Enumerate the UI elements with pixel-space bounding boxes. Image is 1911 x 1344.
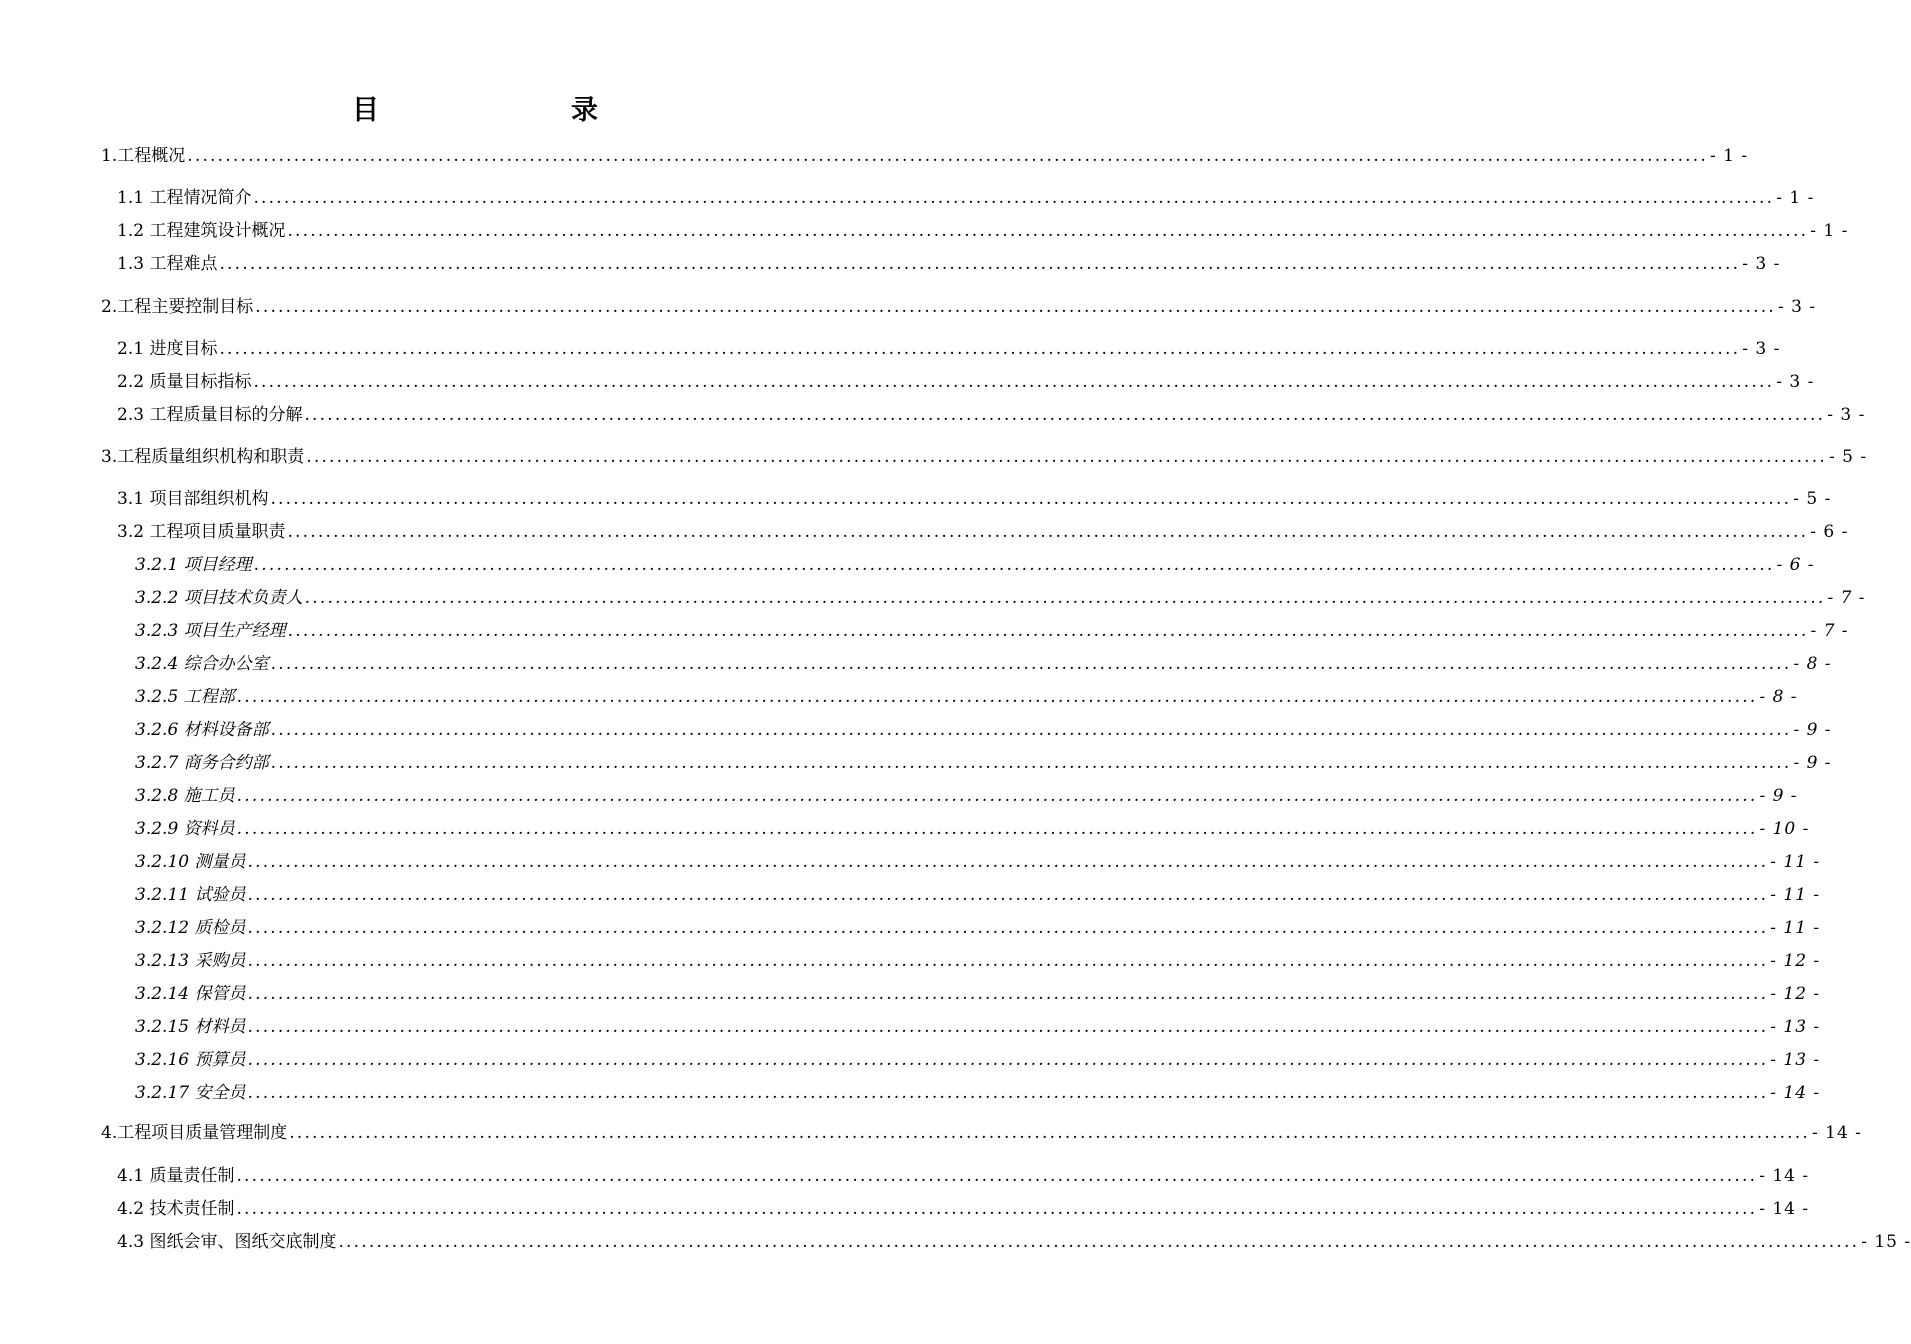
toc-entry-page-number: - 14 -	[1759, 1166, 1810, 1186]
toc-entry-page-number: - 3 -	[1827, 405, 1866, 425]
toc-entry[interactable]	[135, 587, 1866, 609]
toc-entry[interactable]	[101, 145, 1749, 167]
toc-entry-page-number: - 3 -	[1742, 339, 1781, 359]
toc-dot-leader: ........................................................................................................................................................................................................	[236, 786, 1758, 806]
toc-entry[interactable]	[101, 446, 1868, 468]
toc-entry[interactable]	[117, 1231, 1911, 1253]
toc-entry-label: 2.1 进度目标	[117, 339, 218, 359]
toc-entry[interactable]	[135, 752, 1832, 774]
toc-dot-leader: ........................................................................................................................................................................................................	[306, 447, 1827, 467]
toc-entry-page-number: - 3 -	[1778, 297, 1817, 317]
toc-entry-label: 3.2.1 项目经理	[135, 555, 252, 575]
toc-entry-page-number: - 13 -	[1770, 1050, 1821, 1070]
toc-entry-label: 3.2.10 测量员	[135, 852, 246, 872]
toc-entry-page-number: - 14 -	[1759, 1199, 1810, 1219]
toc-entry[interactable]	[135, 950, 1821, 972]
toc-entry[interactable]	[135, 983, 1821, 1005]
toc-entry-page-number: - 6 -	[1776, 555, 1815, 575]
toc-dot-leader: ........................................................................................................................................................................................................	[236, 1166, 1758, 1186]
toc-entry-label: 3.2.11 试验员	[135, 885, 246, 905]
toc-entry-page-number: - 3 -	[1776, 372, 1815, 392]
toc-entry[interactable]	[117, 521, 1849, 543]
toc-dot-leader: ........................................................................................................................................................................................................	[247, 1050, 1769, 1070]
toc-entry[interactable]	[101, 1122, 1862, 1144]
toc-dot-leader: ........................................................................................................................................................................................................	[253, 555, 1775, 575]
toc-entry-label: 2.工程主要控制目标	[101, 297, 254, 317]
toc-entry[interactable]	[117, 220, 1849, 242]
toc-entry-label: 3.工程质量组织机构和职责	[101, 447, 305, 467]
toc-entry-page-number: - 12 -	[1770, 984, 1821, 1004]
toc-entry-label: 3.1 项目部组织机构	[117, 489, 269, 509]
toc-dot-leader: ........................................................................................................................................................................................................	[247, 951, 1769, 971]
toc-dot-leader: ........................................................................................................................................................................................................	[270, 720, 1792, 740]
toc-entry[interactable]	[117, 488, 1832, 510]
toc-entry-label: 3.2.6 材料设备部	[135, 720, 269, 740]
toc-entry-label: 3.2.2 项目技术负责人	[135, 588, 303, 608]
toc-entry-label: 3.2.13 采购员	[135, 951, 246, 971]
toc-entry-label: 3.2.14 保管员	[135, 984, 246, 1004]
toc-entry-label: 3.2.9 资料员	[135, 819, 235, 839]
toc-entry-label: 4.2 技术责任制	[117, 1199, 235, 1219]
toc-entry-page-number: - 1 -	[1810, 221, 1849, 241]
toc-entry-page-number: - 1 -	[1776, 188, 1815, 208]
toc-dot-leader: ........................................................................................................................................................................................................	[219, 254, 1741, 274]
toc-dot-leader: ........................................................................................................................................................................................................	[287, 621, 1809, 641]
toc-entry-label: 3.2.16 预算员	[135, 1050, 246, 1070]
toc-dot-leader: ........................................................................................................................................................................................................	[287, 221, 1809, 241]
toc-entry[interactable]	[135, 917, 1821, 939]
toc-dot-leader: ........................................................................................................................................................................................................	[270, 753, 1792, 773]
toc-entry-label: 2.2 质量目标指标	[117, 372, 252, 392]
toc-entry-page-number: - 9 -	[1793, 720, 1832, 740]
toc-entry[interactable]	[135, 785, 1798, 807]
toc-dot-leader: ........................................................................................................................................................................................................	[253, 372, 1775, 392]
toc-entry-page-number: - 8 -	[1793, 654, 1832, 674]
toc-dot-leader: ........................................................................................................................................................................................................	[219, 339, 1741, 359]
toc-entry-page-number: - 5 -	[1793, 489, 1832, 509]
toc-entry-label: 1.3 工程难点	[117, 254, 218, 274]
toc-entry-label: 3.2.15 材料员	[135, 1017, 246, 1037]
toc-entry-page-number: - 13 -	[1770, 1017, 1821, 1037]
toc-dot-leader: ........................................................................................................................................................................................................	[255, 297, 1776, 317]
toc-entry[interactable]	[135, 620, 1849, 642]
toc-dot-leader: ........................................................................................................................................................................................................	[236, 819, 1758, 839]
toc-entry[interactable]	[117, 371, 1815, 393]
toc-dot-leader: ........................................................................................................................................................................................................	[236, 1199, 1758, 1219]
toc-entry-page-number: - 15 -	[1861, 1232, 1911, 1252]
toc-dot-leader: ........................................................................................................................................................................................................	[247, 918, 1769, 938]
toc-dot-leader: ........................................................................................................................................................................................................	[338, 1232, 1860, 1252]
toc-entry-page-number: - 11 -	[1770, 918, 1821, 938]
toc-entry-label: 3.2.3 项目生产经理	[135, 621, 286, 641]
toc-entry-label: 1.工程概况	[101, 146, 186, 166]
toc-dot-leader: ........................................................................................................................................................................................................	[304, 588, 1826, 608]
toc-entry-label: 3.2.8 施工员	[135, 786, 235, 806]
toc-entry-page-number: - 7 -	[1827, 588, 1866, 608]
toc-entry[interactable]	[135, 818, 1810, 840]
toc-dot-leader: ........................................................................................................................................................................................................	[270, 654, 1792, 674]
toc-entry-page-number: - 8 -	[1759, 687, 1798, 707]
toc-entry-page-number: - 12 -	[1770, 951, 1821, 971]
toc-dot-leader: ........................................................................................................................................................................................................	[187, 146, 1708, 166]
toc-entry-label: 3.2.5 工程部	[135, 687, 235, 707]
toc-entry-label: 3.2.4 综合办公室	[135, 654, 269, 674]
toc-entry-page-number: - 14 -	[1812, 1123, 1862, 1143]
toc-entry[interactable]	[117, 404, 1866, 426]
toc-dot-leader: ........................................................................................................................................................................................................	[253, 188, 1775, 208]
toc-entry[interactable]	[135, 1049, 1821, 1071]
toc-entry-page-number: - 14 -	[1770, 1083, 1821, 1103]
toc-entry-label: 4.1 质量责任制	[117, 1166, 235, 1186]
toc-dot-leader: ........................................................................................................................................................................................................	[247, 852, 1769, 872]
toc-entry-page-number: - 7 -	[1810, 621, 1849, 641]
toc-entry[interactable]	[117, 187, 1815, 209]
toc-entry[interactable]	[101, 296, 1817, 318]
toc-entry-label: 4.3 图纸会审、图纸交底制度	[117, 1232, 337, 1252]
toc-entry-page-number: - 1 -	[1710, 146, 1749, 166]
document-title: 目 录	[352, 95, 644, 126]
toc-dot-leader: ........................................................................................................................................................................................................	[236, 687, 1758, 707]
toc-entry[interactable]	[135, 1016, 1821, 1038]
toc-entry-page-number: - 11 -	[1770, 885, 1821, 905]
toc-dot-leader: ........................................................................................................................................................................................................	[247, 984, 1769, 1004]
toc-dot-leader: ........................................................................................................................................................................................................	[289, 1123, 1810, 1143]
toc-entry-page-number: - 9 -	[1759, 786, 1798, 806]
toc-dot-leader: ........................................................................................................................................................................................................	[247, 885, 1769, 905]
toc-entry-label: 3.2.7 商务合约部	[135, 753, 269, 773]
toc-dot-leader: ........................................................................................................................................................................................................	[247, 1017, 1769, 1037]
toc-entry-page-number: - 3 -	[1742, 254, 1781, 274]
toc-entry[interactable]	[117, 338, 1781, 360]
toc-dot-leader: ........................................................................................................................................................................................................	[287, 522, 1809, 542]
toc-entry-label: 2.3 工程质量目标的分解	[117, 405, 303, 425]
toc-entry-page-number: - 9 -	[1793, 753, 1832, 773]
toc-entry[interactable]	[135, 554, 1815, 576]
toc-entry-label: 3.2 工程项目质量职责	[117, 522, 286, 542]
toc-entry[interactable]	[117, 1165, 1810, 1187]
toc-entry[interactable]	[135, 884, 1821, 906]
toc-entry-page-number: - 5 -	[1829, 447, 1868, 467]
toc-entry[interactable]	[135, 653, 1832, 675]
toc-entry-label: 1.1 工程情况简介	[117, 188, 252, 208]
toc-entry-page-number: - 6 -	[1810, 522, 1849, 542]
toc-entry-label: 1.2 工程建筑设计概况	[117, 221, 286, 241]
toc-entry[interactable]	[135, 719, 1832, 741]
toc-entry[interactable]	[135, 851, 1821, 873]
toc-entry-page-number: - 11 -	[1770, 852, 1821, 872]
toc-entry[interactable]	[135, 686, 1798, 708]
toc-dot-leader: ........................................................................................................................................................................................................	[304, 405, 1826, 425]
toc-entry-label: 4.工程项目质量管理制度	[101, 1123, 288, 1143]
toc-entry-label: 3.2.17 安全员	[135, 1083, 246, 1103]
toc-entry[interactable]	[117, 1198, 1810, 1220]
toc-entry-page-number: - 10 -	[1759, 819, 1810, 839]
toc-entry-label: 3.2.12 质检员	[135, 918, 246, 938]
toc-dot-leader: ........................................................................................................................................................................................................	[247, 1083, 1769, 1103]
toc-entry[interactable]	[117, 253, 1781, 275]
toc-entry[interactable]	[135, 1082, 1821, 1104]
toc-dot-leader: ........................................................................................................................................................................................................	[270, 489, 1792, 509]
